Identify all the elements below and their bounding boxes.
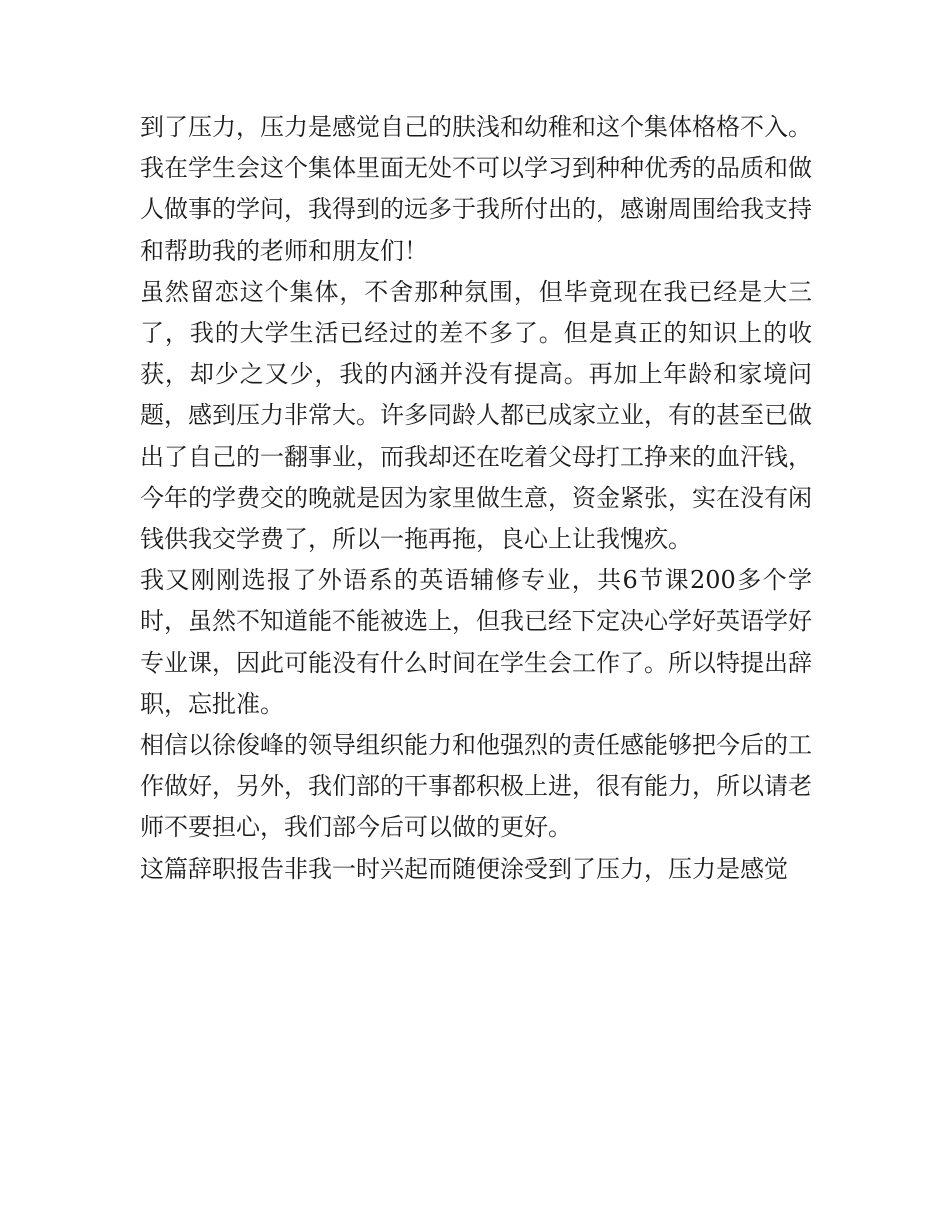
paragraph-1: 到了压力，压力是感觉自己的肤浅和幼稚和这个集体格格不入。 [140, 113, 812, 141]
body-text [140, 107, 812, 890]
paragraph-3: 虽然留恋这个集体，不舍那种氛围，但毕竟现在我已经是大三了，我的大学生活已经过的差不多了。但是真正的知识上的收获，却少之又少，我的内涵并没有提高。再加上年龄和家境问题，感到压力非常大。许多同龄人都已成家立业，有的甚至已做出了自己的一翻事业，而我却还在吃着父母打工挣来的血汗钱，今年的学费交的晚就是因为家里做生意，资金紧张，实在没有闲钱供我交学费了，所以一拖再拖，良心上让我愧疚。 [140, 277, 812, 554]
paragraph-4: 我又刚刚选报了外语系的英语辅修专业，共6节课200多个学时，虽然不知道能不能被选上，但我已经下定决心学好英语学好专业课，因此可能没有什么时间在学生会工作了。所以特提出辞职，忘批准。 [140, 566, 812, 718]
paragraph-6: 这篇辞职报告非我一时兴起而随便涂受到了压力，压力是感觉 [140, 854, 788, 883]
paragraph-2: 我在学生会这个集体里面无处不可以学习到种种优秀的品质和做人做事的学问，我得到的远多于我所付出的，感谢周围给我支持和帮助我的老师和朋友们！ [140, 154, 812, 265]
paragraph-5: 相信以徐俊峰的领导组织能力和他强烈的责任感能够把今后的工作做好，另外，我们部的干事都积极上进，很有能力，所以请老师不要担心，我们部今后可以做的更好。 [140, 731, 812, 842]
